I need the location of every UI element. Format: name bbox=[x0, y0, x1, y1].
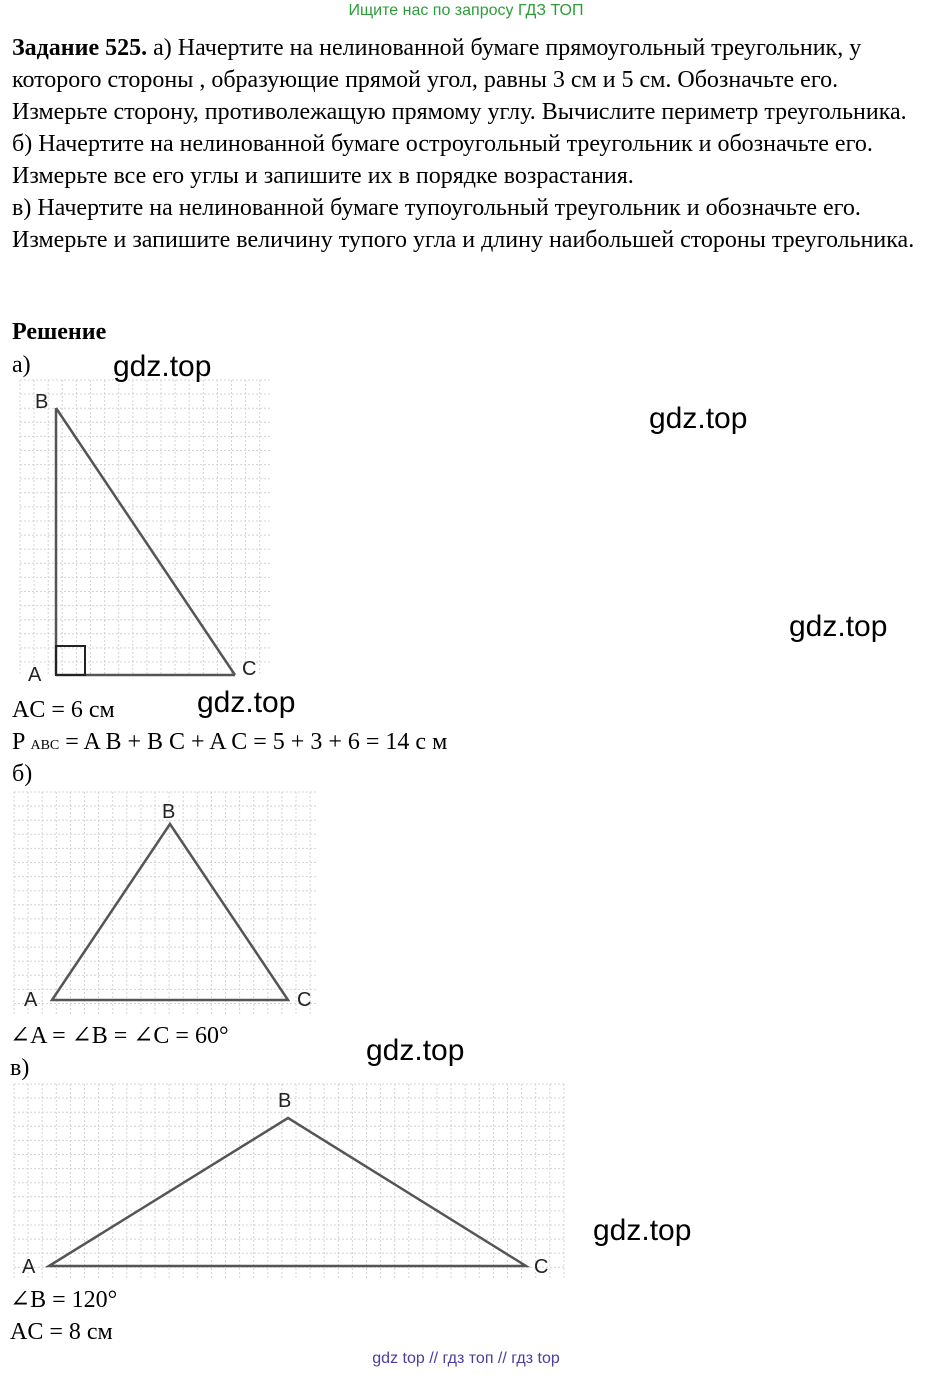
vertex-a-label: A bbox=[28, 664, 42, 686]
task-part-b-text: б) Начертите на нелинованной бумаге остроугольный треугольник и обозначьте его. Измерьте все его углы и запишите их в порядке возрастания. bbox=[12, 131, 873, 189]
grid-paper bbox=[14, 1084, 566, 1280]
task-part-a-text: а) Начертите на нелинованной бумаге прямоугольный треугольник, у которого стороны , образующие прямой угол, равны 3 см и 5 см. Обозначьте его. Измерьте сторону, противолежащую прямому углу. Вычислите периметр треугольника. bbox=[12, 35, 907, 125]
perimeter-subscript: ABC bbox=[30, 738, 60, 753]
vertex-c-label: C bbox=[297, 989, 312, 1011]
watermark: gdz.top bbox=[366, 1034, 465, 1067]
part-b-result-angles: ∠A = ∠B = ∠C = 60° bbox=[10, 1023, 229, 1049]
search-banner: Ищите нас по запросу ГДЗ ТОП bbox=[348, 2, 584, 19]
perimeter-formula: = A B + B C + A C = 5 + 3 + 6 = 14 с м bbox=[59, 729, 448, 755]
vertex-a-label: A bbox=[22, 1256, 36, 1278]
vertex-a-label: A bbox=[24, 989, 38, 1011]
part-c-result-side: AC = 8 см bbox=[10, 1319, 113, 1345]
footer-links: gdz top // гдз топ // гдз top bbox=[372, 1350, 560, 1367]
part-c-label: в) bbox=[10, 1055, 30, 1081]
vertex-b-label: B bbox=[35, 391, 49, 413]
watermark: gdz.top bbox=[789, 610, 888, 643]
vertex-c-label: C bbox=[242, 658, 257, 680]
task-statement bbox=[12, 32, 927, 256]
obtuse-triangle-figure bbox=[0, 1080, 580, 1285]
part-a-perimeter bbox=[12, 728, 447, 760]
right-angle-mark bbox=[56, 646, 85, 675]
vertex-c-label: C bbox=[534, 1256, 549, 1278]
right-triangle-figure bbox=[0, 375, 290, 695]
grid-paper bbox=[14, 792, 318, 1016]
watermark: gdz.top bbox=[593, 1214, 692, 1247]
grid-paper bbox=[20, 380, 272, 675]
task-part-a bbox=[12, 32, 927, 128]
task-part-c-text: в) Начертите на нелинованной бумаге тупоугольный треугольник и обозначьте его. Измерьте и запишите величину тупого угла и длину наибольшей стороны треугольника. bbox=[12, 195, 915, 253]
vertex-b-label: B bbox=[278, 1090, 292, 1112]
acute-triangle bbox=[52, 824, 288, 1000]
perimeter-symbol: P bbox=[12, 729, 25, 755]
solution-heading: Решение bbox=[12, 319, 107, 345]
part-b-label: б) bbox=[12, 761, 33, 787]
vertex-b-label: B bbox=[162, 801, 176, 823]
part-a-label: а) bbox=[12, 352, 31, 378]
part-c-result-angle: ∠B = 120° bbox=[10, 1287, 118, 1313]
watermark: gdz.top bbox=[649, 402, 748, 435]
task-title: Задание 525. bbox=[12, 35, 148, 61]
acute-triangle-figure bbox=[0, 788, 330, 1023]
watermark: gdz.top bbox=[197, 686, 296, 719]
watermark: gdz.top bbox=[113, 350, 212, 383]
part-a-result-ac: AC = 6 см bbox=[12, 697, 115, 723]
side-bc bbox=[56, 408, 235, 675]
